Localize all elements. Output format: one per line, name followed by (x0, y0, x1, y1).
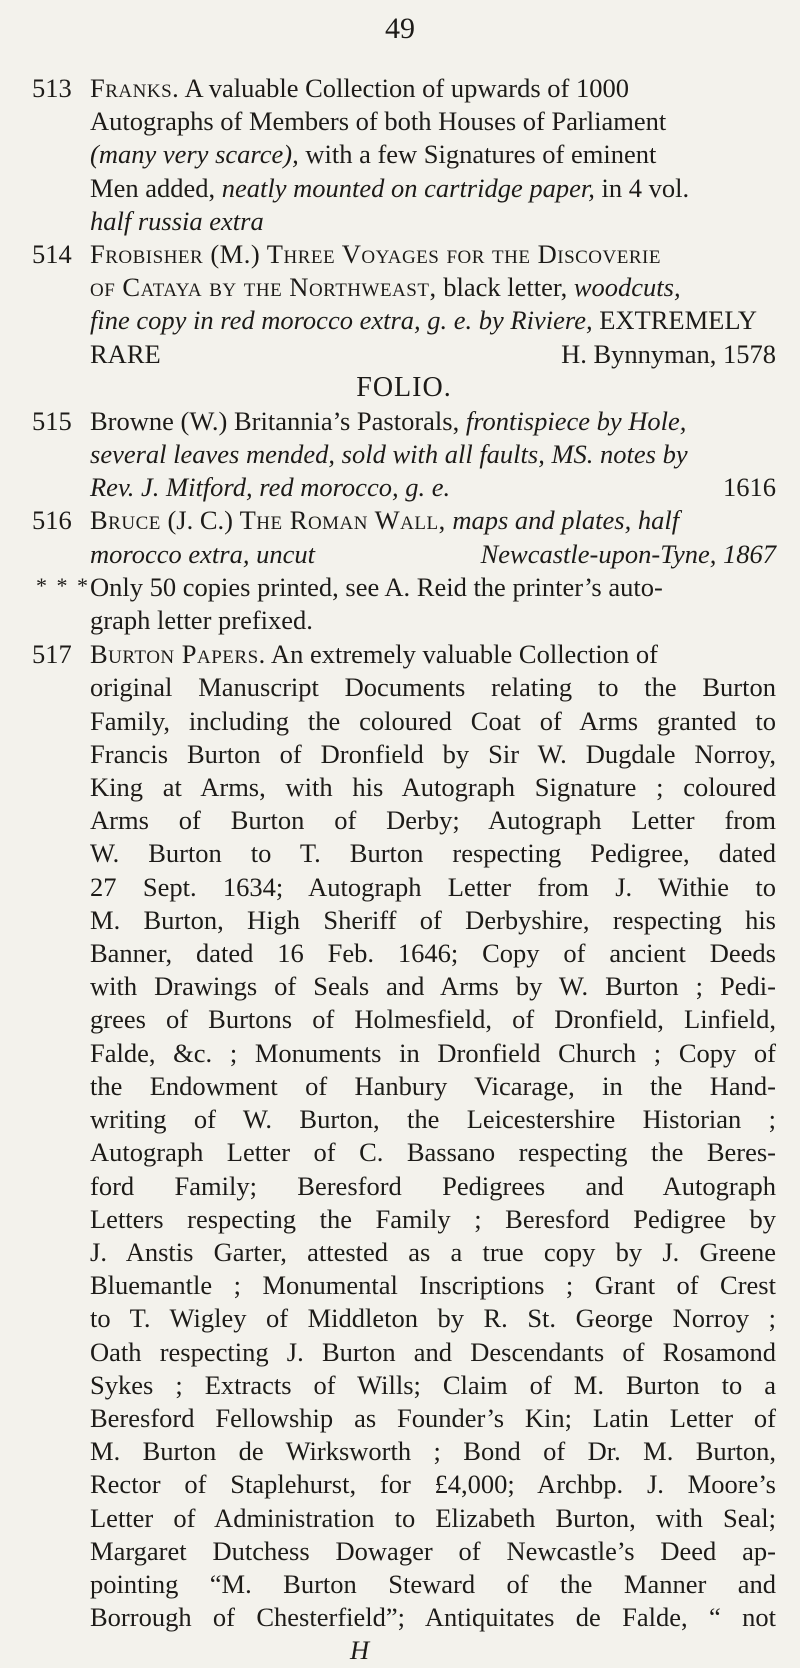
edition-note (32, 571, 776, 637)
entry-line: Letter of Administration to Elizabeth Burton, with Seal; (90, 1502, 776, 1533)
lot-number: 517 (32, 639, 72, 670)
lot-number: 516 (32, 505, 72, 536)
lot-number: 513 (32, 73, 72, 103)
entry-line: Letters respecting the Family ; Beresford Pedigree by (90, 1203, 776, 1234)
catchword: H (350, 1635, 370, 1666)
entry-text: 1616 (723, 472, 776, 503)
entry-text: black letter, (436, 272, 574, 303)
note-line: graph letter prefixed. (90, 605, 313, 636)
entry-text: EXTREMELY (592, 305, 758, 336)
page-body (32, 72, 776, 1668)
entry-line: Rector of Staplehurst, for £4,000; Archbp. J. Moore’s (90, 1469, 776, 1500)
entry-line: King at Arms, with his Autograph Signature ; coloured (90, 772, 776, 803)
entry-text: An extremely valuable Collection of (265, 639, 658, 670)
note-line: Only 50 copies printed, see A. Reid the printer’s auto- (90, 571, 663, 602)
entries-octavo (32, 72, 776, 371)
entry-line: writing of W. Burton, the Leicestershire Historian ; (90, 1104, 776, 1135)
entry-line (90, 205, 776, 238)
entry-text: frontispiece by Hole, (465, 405, 687, 436)
entry-line: W. Burton to T. Burton respecting Pedigree, dated (90, 838, 776, 869)
entry-line: Francis Burton of Dronfield by Sir W. Dugdale Norroy, (90, 738, 776, 769)
entry-line: Margaret Dutchess Dowager of Newcastle’s Deed ap- (90, 1535, 776, 1566)
entry-line (90, 172, 776, 205)
entry-line (90, 405, 776, 438)
entry-line: Arms of Burton of Derby; Autograph Letter from (90, 805, 776, 836)
lot-number: 514 (32, 239, 72, 270)
entry-line (90, 504, 776, 537)
entry-line: Borrough of Chesterfield”; Antiquitates de Falde, “ not (90, 1602, 776, 1633)
entry-line (90, 304, 776, 337)
entry-line (90, 72, 776, 105)
entry-text: maps and plates, half (445, 505, 680, 536)
entry-text: Frobisher (M.) Three Voyages for the Discoverie (90, 239, 661, 270)
entry-text: Franks. (90, 73, 180, 103)
entry-text: Autographs of Members of both Houses of Parliament (90, 106, 667, 137)
entry-line: Beresford Fellowship as Founder’s Kin; Latin Letter of (90, 1402, 776, 1433)
entry-line: J. Anstis Garter, attested as a true copy by J. Greene (90, 1236, 776, 1267)
entry-line (90, 471, 776, 504)
page-number: 49 (385, 12, 415, 45)
lot-number: 515 (32, 405, 72, 436)
entry-text: Newcastle-upon-Tyne, 1867 (480, 538, 776, 569)
entry-text: of Cataya by the Northweast, (90, 272, 437, 303)
entry-text: Browne (W.) Britannia’s Pastorals, (90, 405, 466, 436)
entry-line (90, 638, 776, 671)
entry-line (90, 338, 776, 371)
catalogue-entry-516 (32, 504, 776, 570)
entry-text: RARE (90, 338, 161, 369)
entry-line: the Endowment of Hanbury Vicarage, in the Hand- (90, 1070, 776, 1101)
catalogue-entry-514 (32, 238, 776, 371)
entry-text: with a few Signatures of eminent (298, 139, 657, 170)
folio-heading: FOLIO. (356, 371, 452, 403)
entry-line (90, 105, 776, 138)
entry-text: The Roman Wall, (239, 505, 446, 536)
entry-line: 27 Sept. 1634; Autograph Letter from J. Withie to (90, 871, 776, 902)
entry-line: with Drawings of Seals and Arms by W. Burton ; Pedi- (90, 971, 776, 1002)
catalogue-entry-517 (32, 638, 776, 1667)
entry-line: ford Family; Beresford Pedigrees and Autograph (90, 1170, 776, 1201)
entry-line: Falde, &c. ; Monuments in Dronfield Church ; Copy of (90, 1037, 776, 1068)
entry-line: Autograph Letter of C. Bassano respecting the Beres- (90, 1137, 776, 1168)
entry-text: morocco extra, uncut (90, 538, 315, 569)
entry-line (90, 438, 776, 471)
entry-text: Rev. J. Mitford, red morocco, g. e. (90, 472, 451, 503)
entry-line: Banner, dated 16 Feb. 1646; Copy of ancient Deeds (90, 938, 776, 969)
entry-line: grees of Burtons of Holmesfield, of Dronfield, Linfield, (90, 1004, 776, 1035)
entry-text: in 4 vol. (594, 172, 690, 203)
entry-line: original Manuscript Documents relating to the Burton (90, 672, 776, 703)
entry-line (90, 271, 776, 304)
entry-heading: Burton Papers. (90, 639, 266, 670)
asterism-icon: * * * (36, 572, 90, 598)
entry-text: (J. C.) (160, 505, 240, 536)
entry-text: H. Bynnyman, 1578 (561, 338, 776, 369)
entry-line: Family, including the coloured Coat of Arms granted to (90, 705, 776, 736)
entry-line: pointing “M. Burton Steward of the Manner and (90, 1568, 776, 1599)
entry-text: Men added, (90, 172, 222, 203)
entry-line: M. Burton, High Sheriff of Derbyshire, respecting his (90, 904, 776, 935)
catalogue-entry-513 (32, 72, 776, 238)
entry-text: A valuable Collection of upwards of 1000 (179, 73, 629, 103)
entry-line (90, 138, 776, 171)
entry-text: neatly mounted on cartridge paper, (221, 172, 595, 203)
entry-line (90, 538, 776, 571)
entry-text: several leaves mended, sold with all faults, MS. notes by (90, 439, 688, 470)
entry-line: Bluemantle ; Monumental Inscriptions ; Grant of Crest (90, 1270, 776, 1301)
entry-line: Oath respecting J. Burton and Descendants of Rosamond (90, 1336, 776, 1367)
entry-line: to T. Wigley of Middleton by R. St. George Norroy ; (90, 1303, 776, 1334)
catalogue-entry-515 (32, 405, 776, 505)
entry-line: M. Burton de Wirksworth ; Bond of Dr. M. Burton, (90, 1436, 776, 1467)
entry-line: Sykes ; Extracts of Wills; Claim of M. Burton to a (90, 1369, 776, 1400)
entry-text: fine copy in red morocco extra, g. e. by Riviere, (90, 305, 593, 336)
entry-text: Bruce (90, 505, 161, 536)
entry-line (90, 238, 776, 271)
entry-body (90, 671, 776, 1634)
entry-text: woodcuts, (573, 272, 681, 303)
entry-text: half russia extra (90, 205, 264, 236)
entry-text: (many very scarce), (90, 139, 299, 170)
entries-folio (32, 405, 776, 571)
